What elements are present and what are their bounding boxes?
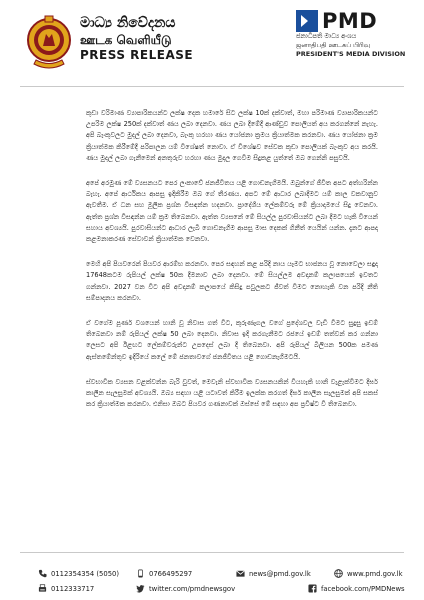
footer-mobile: 0766495297	[136, 569, 192, 578]
pmd-subtitle-tamil: ஜனாதிபதி ஊடகப் பிரிவு	[296, 41, 370, 49]
press-release-title	[80, 14, 230, 63]
email-icon	[236, 569, 245, 578]
title-english: PRESS RELEASE	[80, 48, 194, 62]
paragraph-2: අපේ අරමුණ මේ ව්‍යසනයට පෙර ලංකාවේ ජනජීවිතය යළි ගොඩනැගීමයි. ඔබුන්ගේ ජීවිත අපට අත්හරින්න බැහැ. අපේ ආර්ථිකය ආපසු ඉදිකිරීම ඔබ ගේ තීරණය. අපට මේ ආධාර ලබාදීමට යම් කාල වකවානුව ඇවතීම. ඒ ධන සහ මූලික ප්‍රශ්න විසඳන්න හදනවා. ප්‍රාදේශීය ලේකම්වරු මේ ක්‍රියාදාමයේ සිදු වෙනවා. ඇත්ත ප්‍රශ්න විසඳන්න යම් ක්‍රම තිබෙනවා. ඇත්ත ව්‍යසනේ මේ සියල්ල පුරවාසියන්ට ලබා දීමට හැකි වීයෙන් සහාය අවශ්‍යයි. පුරවාසියන්ට ආධාර ලැබී ගොඩනැගීම ආපසු මාස දෙකක් ගිනීත් යෙයින් යන්න. දැනට ආපදා කළමනාකරණ සේවාවන් ක්‍රියාත්මක වෙනවා.	[86, 179, 378, 244]
globe-icon	[334, 569, 343, 578]
mobile-phone-icon	[136, 569, 145, 578]
footer-email[interactable]: news@pmd.gov.lk	[236, 569, 311, 578]
footer-website[interactable]: www.pmd.gov.lk	[334, 569, 403, 578]
footer-facebook[interactable]: facebook.com/PMDNews	[308, 584, 405, 593]
letterhead	[0, 0, 424, 98]
press-release-body	[86, 108, 378, 424]
title-tamil: ஊடக வெளியீடு	[80, 33, 172, 47]
sri-lanka-emblem-icon	[26, 12, 72, 74]
paragraph-5: ස්වභාවික ව්‍යසන වළක්වන්න බැරි වුවත්, මෙවැනි ස්වභාවික ව්‍යසනයකින් වියහැකි හානි වැළැක්වීමට දීර්ඝ කාලීන සැලසුමක් අවශ්‍යයි. ඔබ්‍ය සඳහා යළි යටාවත් කිරීම ඉලක්ක කරගත් දීර්ඝ කාලීන සැලසුමක් අපි සකස් කර ක්‍රියාත්මක කරනවා. එනිසා ඔබට පියවර ගණනාවක් ඔස්සේ මේ සඳහා අප ප්‍රවිෂ්ට වී තිබෙනවා.	[86, 377, 378, 409]
pmd-subtitle-sinhala: ජනාධිපති මාධ්‍ය අංශය	[296, 32, 357, 40]
pmd-logo	[296, 10, 406, 59]
paragraph-3: මෙහි අපි පියවරෙන් පියවර ආරම්භ කරනවා. පෙර සඳහන් කළ පරිදි නාය යෑමට භාජනය වූ නොවෙලා සඳුදා 17648කටම රුපියල් ලක්ෂ 50ක දීමනාව ලබා දෙනවා. මේ සියල්ලම අවදානම් කලාපයෙන් ඉවතට ගන්නවා. 2027 වන විට අපි අවදානම් කලාපයේ කිසිදු පවුලකට ජීවත් වීමට නොහැකි වන පරිදි නීති සම්පාදනය කරනවා.	[86, 260, 378, 302]
title-sinhala: මාධ්‍ය නිවේදනය	[80, 15, 176, 31]
twitter-icon	[136, 584, 145, 593]
contact-footer	[0, 552, 424, 600]
facebook-icon	[308, 584, 317, 593]
fax-icon	[38, 584, 47, 593]
footer-phone-2: 0112333717	[38, 584, 94, 593]
footer-phone-1: 0112354354 (5050)	[38, 569, 119, 578]
header-divider	[20, 86, 404, 87]
pmd-logo-icon	[296, 10, 318, 32]
pmd-logo-text: PMD	[322, 9, 378, 33]
footer-divider	[20, 552, 404, 553]
pmd-subtitle-english: PRESIDENT'S MEDIA DIVISION	[296, 50, 406, 58]
phone-icon	[38, 569, 47, 578]
paragraph-4: ඒ වගේම පූර්ණ වශයෙන් හානි වූ නිවාස ගත් විට, කුරුණෑගල වගේ ප්‍රදේශවල වැඩි වීමට සුදුසු ඉඩම් තිබෙනවා නම් රුපියල් ලක්ෂ 50 ලබා දෙනවා. නිවාස ඉදි කරගැනීමට රජයේ ඉඩම් තත්වන් කර ගන්නා ලෙසට අපි ඊළඟට ලේකම්වරුන්ට උපදෙස් ලබා දී තිබෙනවා. අපි රුපියල් බිලියන 500ක පමණ ඇස්තමේන්තුව ඉදිරියේ කලේ මේ ජනතාවගේ ජනජීවිතය යළි ගොඩනැගීමටයි.	[86, 319, 378, 361]
footer-twitter[interactable]: twitter.com/pmdnewsgov	[136, 584, 235, 593]
paragraph-1: කුඩා වරිමාණ ව්‍යාපාරිකයන්ට ලක්ෂ දෙක හමාරේ සිට ලක්ෂ 10ක් දක්වාත්, මහා පරිමාණ ව්‍යාපාරිකයන්ට උපරිම ලක්ෂ 250ක් දක්වාත් ණය ලබා දෙනවා. ණය ලබා දීමේදී ආණ්ඩුව පොලියත් අය කරගන්නේ නැහැ. අපි බැංකුවලට මුදල් ලබා දෙනවා, බැංකු හරහා ණය යෝජනා ක්‍රමය ක්‍රියාත්මක කරනවා. ණය යෝජනා ක්‍රම ක්‍රියාත්මක කිරීමේදී පරිපාලන යම් විශේෂත් නොවා. ඒ විශේෂව සේවක කුඩා පොලියක් බැංකුව අය කරයි. ණය මුදල් ලබා ගැනීමෙන් අනතුරුව හරහා ණය මුදල ගෙවීම සිදුකළ යුත්තේ ඔබ ගෙන්නි පසුවයි.	[86, 109, 378, 162]
